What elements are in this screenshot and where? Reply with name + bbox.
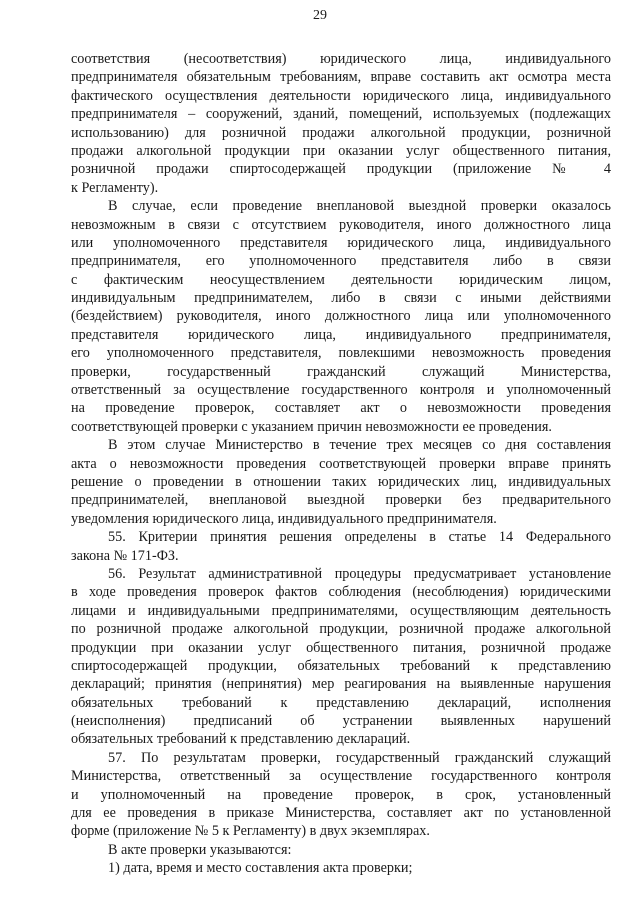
- text-line: на проведение проверок, составляет акт о невозможности проведения: [71, 400, 611, 417]
- text-line: лицами и индивидуальными предпринимателями, осуществляющим деятельность: [71, 602, 611, 619]
- text-line: В акте проверки указываются:: [108, 841, 292, 858]
- text-line: предпринимателя – сооружений, зданий, помещений, используемых (подлежащих: [71, 106, 611, 123]
- text-line: проверки, государственный гражданский служащий Министерства,: [71, 363, 611, 380]
- text-line: акта о невозможности проведения соответствующей проверки вправе принять: [71, 455, 611, 472]
- text-line: соответствия (несоответствия) юридического лица, индивидуального: [71, 51, 611, 67]
- text-line: спиртосодержащей продукции, обязательных требований к представлению: [71, 657, 611, 674]
- text-line: обязательных требований к представлению деклараций.: [71, 731, 411, 748]
- text-line: В случае, если проведение внеплановой выездной проверки оказалось: [108, 198, 611, 215]
- text-line: с фактическим неосуществлением деятельности юридическим лицом,: [71, 271, 611, 288]
- text-line: деклараций; принятия (непринятия) мер реагирования на выявленные нарушения: [71, 676, 611, 693]
- text-line: индивидуальным предпринимателем, либо в связи с иными действиями: [71, 290, 611, 307]
- text-line: невозможным в связи с отсутствием руководителя, иного должностного лица: [71, 216, 611, 233]
- text-line: предпринимателя, его уполномоченного представителя либо в связи: [71, 253, 611, 270]
- text-line: продукции при оказании услуг общественного питания, розничной продаже: [71, 639, 611, 656]
- text-line: представителя юридического лица, индивидуального предпринимателя,: [71, 326, 611, 343]
- text-line: 57. По результатам проверки, государственный гражданский служащий: [108, 749, 611, 766]
- text-line: обязательных требований к представлению деклараций, исполнения: [71, 694, 611, 711]
- text-line: Министерства, ответственный за осуществление государственного контроля: [71, 768, 611, 785]
- text-line: к Регламенту).: [71, 179, 159, 196]
- text-line: фактического осуществления деятельности юридического лица, индивидуального: [71, 87, 611, 104]
- text-line: ответственный за осуществление государственного контроля и уполномоченный: [71, 382, 611, 399]
- text-line: 1) дата, время и место составления акта проверки;: [108, 860, 413, 877]
- text-line: уведомления юридического лица, индивидуального предпринимателя.: [71, 510, 497, 527]
- text-line: закона № 171-ФЗ.: [71, 547, 179, 564]
- text-line: решение о проведении в отношении таких юридических лиц, индивидуальных: [71, 473, 611, 490]
- text-line: в ходе проведения проверок фактов соблюдения (несоблюдения) юридическими: [71, 584, 611, 601]
- text-line: по розничной продаже алкогольной продукции, розничной продаже алкогольной: [71, 621, 611, 638]
- page-number: 29: [313, 8, 327, 23]
- body-text: [71, 50, 611, 878]
- text-line: форме (приложение № 5 к Регламенту) в двух экземплярах.: [71, 823, 430, 840]
- text-line: розничной продажи спиртосодержащей продукции (приложение № 4: [71, 161, 611, 178]
- text-line: 55. Критерии принятия решения определены в статье 14 Федерального: [108, 529, 611, 546]
- text-line: предпринимателей, внеплановой выездной проверки без предварительного: [71, 492, 611, 509]
- text-line: и уполномоченный на проведение проверок, в срок, установленный: [71, 786, 611, 803]
- text-line: (бездействием) руководителя, иного должностного лица или уполномоченного: [71, 308, 611, 325]
- text-line: предпринимателя обязательным требованиям, вправе составить акт осмотра места: [71, 69, 611, 86]
- text-line: 56. Результат административной процедуры предусматривает установление: [108, 565, 611, 582]
- text-line: или уполномоченного представителя юридического лица, индивидуального: [71, 234, 611, 251]
- text-line: соответствующей проверки с указанием причин невозможности ее проведения.: [71, 418, 552, 435]
- text-line: использованию) для розничной продажи алкогольной продукции, розничной: [71, 124, 611, 141]
- text-line: продажи алкогольной продукции при оказании услуг общественного питания,: [71, 142, 611, 159]
- text-line: для ее проведения в приказе Министерства, составляет акт по установленной: [71, 805, 611, 822]
- text-line: (неисполнения) предписаний об устранении выявленных нарушений: [71, 713, 611, 730]
- text-line: его уполномоченного представителя, повлекшими невозможность проведения: [71, 345, 611, 362]
- text-line: В этом случае Министерство в течение трех месяцев со дня составления: [108, 437, 611, 454]
